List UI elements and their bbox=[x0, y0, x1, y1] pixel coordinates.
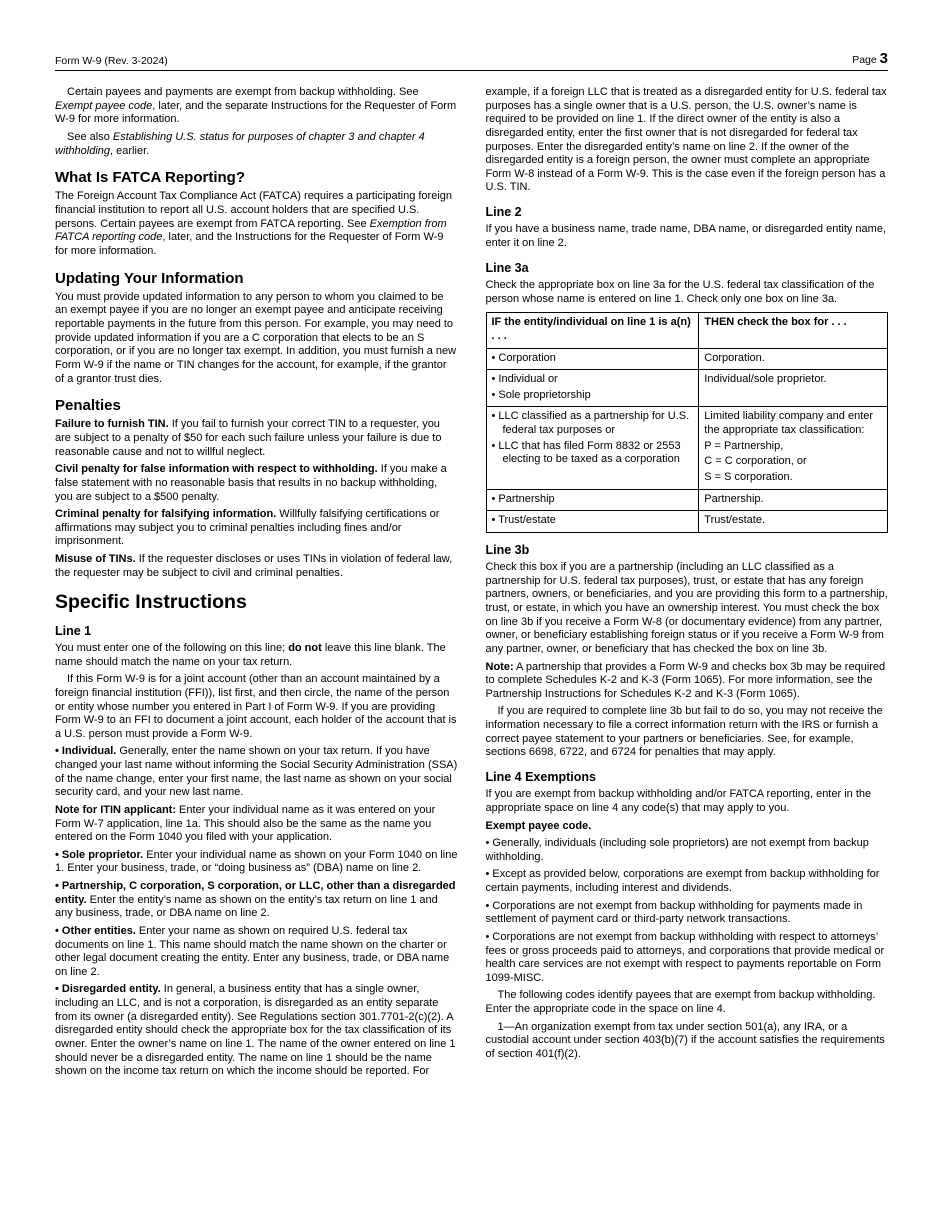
text-run: • Individual. bbox=[55, 745, 117, 758]
paragraph bbox=[55, 508, 458, 549]
text-run: Misuse of TINs. bbox=[55, 553, 136, 565]
table-body bbox=[486, 348, 888, 532]
table-cell bbox=[699, 348, 888, 370]
text-run: example, if a foreign LLC that is treated as a disregarded entity for U.S. federal tax purposes has a single owner that is a U.S. person, the U.S. owner’s name is required to be provided on line 1. If the direct owner of the entity is also a disregarded entity, enter the first owner that is not disregarded for federal tax purposes. Enter the disregarded entity’s name on line 2. If the owner of the disregarded entity is a foreign person, the owner must complete an appropriate Form W-8 instead of a Form W-9. This is the case even if the foreign person has a U.S. TIN. bbox=[485, 86, 887, 194]
text-run: Willfully falsifying certifications or affirmations may subject you to criminal penalties including fines and/or imprisonment. bbox=[55, 508, 440, 548]
text-run: Penalties bbox=[55, 397, 121, 415]
section-heading bbox=[55, 592, 458, 613]
text-run: Line 3a bbox=[485, 260, 529, 275]
text-run: • Other entities. bbox=[55, 924, 136, 937]
page-number-ref bbox=[852, 50, 888, 67]
text-run: Line 1 bbox=[55, 623, 92, 638]
text-run: • Disregarded entity. bbox=[55, 983, 161, 996]
left-column bbox=[55, 83, 458, 1083]
table-cell bbox=[486, 489, 699, 511]
text-run: Exemption from FATCA reporting code bbox=[55, 217, 447, 244]
table-cell-line: P = Partnership, bbox=[704, 439, 784, 452]
paragraph bbox=[55, 291, 458, 386]
text-run: The Foreign Account Tax Compliance Act (FATCA) requires a participating foreign financial institution to report all U.S. account holders that are specified U.S. persons. Certain payees are exempt from FATCA reporting. See bbox=[55, 190, 453, 230]
table-head bbox=[486, 313, 888, 348]
paragraph bbox=[486, 900, 889, 927]
paragraph bbox=[486, 820, 889, 834]
table-cell-line: Corporation. bbox=[704, 351, 765, 364]
text-run: Failure to furnish TIN. bbox=[55, 418, 169, 431]
paragraph bbox=[55, 553, 458, 580]
form-id: Form W-9 (Rev. 3-2024) bbox=[55, 55, 168, 67]
paragraph bbox=[486, 1021, 889, 1062]
text-run: If you fail to furnish your correct TIN to a requester, you are subject to a penalty of $50 for each such failure unless your failure is due to reasonable cause and not to willful neglect. bbox=[55, 418, 442, 458]
table-cell bbox=[486, 407, 699, 489]
text-run: • Generally, individuals (including sole proprietors) are not exempt from backup withholding. bbox=[485, 837, 869, 863]
table-cell-line: Limited liability company and enter the appropriate tax classification: bbox=[704, 410, 874, 436]
text-run: Establishing U.S. status for purposes of chapter 3 and chapter 4 withholding bbox=[55, 130, 425, 157]
text-run: Generally, enter the name shown on your tax return. If you have changed your last name without informing the Social Security Administration (SSA) of the name change, enter your first name, the last name as shown on your social security card, and your new last name. bbox=[55, 745, 458, 799]
paragraph bbox=[55, 463, 458, 504]
paragraph bbox=[55, 880, 458, 921]
paragraph bbox=[55, 804, 458, 845]
table-cell-line: C = C corporation, or bbox=[704, 455, 807, 468]
two-column-layout bbox=[55, 83, 888, 1083]
section-heading bbox=[486, 770, 889, 784]
paragraph bbox=[486, 788, 889, 815]
section-heading bbox=[55, 169, 458, 186]
paragraph bbox=[486, 223, 889, 250]
table-cell-line: Individual/sole proprietor. bbox=[704, 373, 827, 386]
text-run: Criminal penalty for falsifying information. bbox=[55, 508, 277, 521]
table-cell bbox=[486, 348, 699, 370]
paragraph bbox=[55, 673, 458, 741]
table-cell bbox=[699, 370, 888, 407]
table-cell-line: Trust/estate. bbox=[704, 514, 766, 527]
text-run: , later, and the separate Instructions for the Requester of Form W-9 for more information. bbox=[55, 99, 457, 126]
paragraph bbox=[486, 837, 889, 864]
text-run: You must enter one of the following on this line; bbox=[55, 642, 289, 655]
table-cell-line: Partnership. bbox=[704, 492, 764, 505]
table-row bbox=[486, 348, 888, 370]
text-run: What Is FATCA Reporting? bbox=[55, 169, 245, 187]
paragraph bbox=[486, 561, 889, 656]
text-run: Civil penalty for false information with respect to withholding. bbox=[55, 463, 378, 476]
paragraph bbox=[55, 131, 458, 158]
text-run: • Except as provided below, corporations are exempt from backup withholding for certain payments, including interest and dividends. bbox=[485, 868, 880, 894]
table-cell bbox=[699, 489, 888, 511]
paragraph bbox=[486, 868, 889, 895]
page-number: 3 bbox=[879, 50, 888, 67]
paragraph bbox=[55, 418, 458, 459]
text-run: Updating Your Information bbox=[55, 269, 244, 287]
section-heading bbox=[55, 624, 458, 638]
table-cell-line: S = S corporation. bbox=[704, 470, 793, 483]
right-column bbox=[486, 83, 889, 1083]
table-cell-line: • Partnership bbox=[491, 492, 555, 505]
text-run: Enter your individual name as shown on your Form 1040 on line 1. Enter your business, trade, or “doing business as” (DBA) name on line 2. bbox=[55, 848, 458, 875]
table-row bbox=[486, 407, 888, 489]
text-run: Exempt payee code bbox=[55, 99, 153, 112]
text-run: In general, a business entity that has a single owner, including an LLC, and is not a corporation, is disregarded as an entity separate from its owner (a disregarded entity). See Regulations section 301.7701-2(c)(2). A disregarded entity should check the appropriate box for the tax classification of its owner. Enter the owner’s name on line 1. The name of the owner entered on line 1 should never be a disregarded entity. The name on line 1 should be the name shown on the income tax return on which the income should be reported. For bbox=[55, 983, 456, 1078]
text-run: , earlier. bbox=[110, 144, 150, 157]
table-cell-line: • Corporation bbox=[491, 351, 556, 364]
section-heading bbox=[486, 543, 889, 557]
text-run: leave this line blank. The name should match the name on your tax return. bbox=[55, 642, 446, 668]
table-cell-line: • Sole proprietorship bbox=[491, 388, 591, 401]
page-label: Page bbox=[852, 54, 877, 66]
table-cell bbox=[699, 511, 888, 533]
paragraph bbox=[486, 989, 889, 1016]
table-header-row bbox=[486, 313, 888, 348]
table-cell-line: • Trust/estate bbox=[491, 514, 556, 527]
table-row bbox=[486, 489, 888, 511]
table-cell-line: • Individual or bbox=[491, 373, 558, 386]
text-run: A partnership that provides a Form W-9 and checks box 3b may be required to complete Schedules K-2 and K-3 (Form 1065). For more information, see the Partnership Instructions for Schedules K-2 and K-3 (Form 1065). bbox=[485, 660, 886, 700]
text-run: See also bbox=[67, 130, 113, 143]
table-header-cell: THEN check the box for . . . bbox=[699, 313, 888, 348]
text-run: Note for ITIN applicant: bbox=[55, 803, 176, 816]
paragraph bbox=[486, 86, 889, 195]
text-run: • Partnership, C corporation, S corporation, or LLC, other than a disregarded entity. bbox=[55, 880, 456, 906]
table-header-cell: IF the entity/individual on line 1 is a(n) . . . bbox=[486, 313, 699, 348]
text-run: Enter your individual name as it was entered on your Form W-7 application, line 1a. This should also be the same as the name you entered on the Form 1040 you filed with your application. bbox=[55, 803, 436, 844]
text-run: , later, and the Instructions for the Requester of Form W-9 for more information. bbox=[55, 231, 444, 257]
text-run: If you make a false statement with no reasonable basis that results in no backup withholding, you are subject to a $500 penalty. bbox=[55, 463, 447, 503]
text-run: If the requester discloses or uses TINs in violation of federal law, the requester may be subject to civil and criminal penalties. bbox=[55, 553, 453, 579]
table-row bbox=[486, 511, 888, 533]
paragraph bbox=[55, 86, 458, 127]
paragraph bbox=[486, 279, 889, 306]
table-cell bbox=[486, 511, 699, 533]
text-run: Specific Instructions bbox=[55, 591, 247, 614]
table-cell-line: • LLC classified as a partnership for U.S. federal tax purposes or bbox=[491, 410, 690, 436]
page-header bbox=[55, 50, 888, 71]
table-cell bbox=[486, 370, 699, 407]
text-run: You must provide updated information to any person to whom you claimed to be an exempt payee if you are no longer an exempt payee and anticipate receiving reportable payments in the future from this person. For example, you may need to provide updated information if you are a C corporation that elects to be an S corporation, or if you are no longer tax exempt. In addition, you must furnish a new Form W-9 if the name or TIN changes for the account, for example, if the grantor of a grantor trust dies. bbox=[55, 290, 457, 385]
paragraph bbox=[486, 705, 889, 760]
paragraph bbox=[55, 642, 458, 669]
paragraph bbox=[55, 925, 458, 980]
text-run: Line 3b bbox=[485, 542, 530, 557]
section-heading bbox=[486, 261, 889, 275]
section-heading bbox=[55, 397, 458, 414]
text-run: Note: bbox=[485, 660, 514, 673]
text-run: Exempt payee code. bbox=[485, 819, 592, 832]
text-run: The following codes identify payees that are exempt from backup withholding. Enter the appropriate code in the space on line 4. bbox=[485, 989, 876, 1015]
text-run: Check the appropriate box on line 3a for the U.S. federal tax classification of the person whose name is entered on line 1. Check only one box on line 3a. bbox=[485, 279, 875, 305]
text-run: Check this box if you are a partnership (including an LLC classified as a partnership for U.S. federal tax purposes), trust, or estate that has any foreign partners, owners, or beneficiaries, and you are providing this form to a partnership, trust, or estate, in which you have an ownership interest. You must check the box on line 3b if you receive a Form W-8 (or documentary evidence) from any partner, owner, or beneficiary establishing foreign status or if you receive a Form W-9 from any partner, owner, or beneficiary that has checked the box on line 3b. bbox=[485, 561, 888, 655]
text-run: do not bbox=[288, 642, 322, 655]
table-row bbox=[486, 370, 888, 407]
section-heading bbox=[486, 205, 889, 219]
paragraph bbox=[55, 190, 458, 258]
text-run: Enter the entity’s name as shown on the entity’s tax return on line 1 and any business, trade, or DBA name on line 2. bbox=[55, 893, 438, 920]
text-run: Certain payees and payments are exempt from backup withholding. See bbox=[67, 86, 419, 98]
text-run: If this Form W-9 is for a joint account (other than an account maintained by a foreign financial institution (FFI)), list first, and then circle, the name of the person or entity whose number you entered in Part I of Form W-9. If you are providing Form W-9 to an FFI to document a joint account, each holder of the account that is a U.S. person must provide a Form W-9. bbox=[55, 673, 457, 740]
section-heading bbox=[55, 270, 458, 287]
text-run: Line 4 Exemptions bbox=[485, 769, 596, 784]
text-run: If you are exempt from backup withholding and/or FATCA reporting, enter in the appropriate space on line 4 any code(s) that may apply to you. bbox=[485, 788, 872, 814]
table-cell bbox=[699, 407, 888, 489]
table-cell-line: • LLC that has filed Form 8832 or 2553 electing to be taxed as a corporation bbox=[491, 439, 681, 466]
paragraph bbox=[55, 745, 458, 800]
text-run: 1—An organization exempt from tax under section 501(a), any IRA, or a custodial account under section 403(b)(7) if the account satisfies the requirements of section 401(f)(2). bbox=[485, 1020, 885, 1060]
classification-table bbox=[486, 312, 889, 533]
text-run: If you have a business name, trade name, DBA name, or disregarded entity name, enter it on line 2. bbox=[485, 223, 887, 249]
paragraph bbox=[55, 849, 458, 876]
paragraph bbox=[486, 931, 889, 986]
text-run: Line 2 bbox=[485, 205, 522, 219]
text-run: • Corporations are not exempt from backup withholding with respect to attorneys’ fees or gross proceeds paid to attorneys, and corporations that provide medical or health care services are not exempt with respect to payments reportable on Form 1099-MISC. bbox=[485, 930, 885, 984]
paragraph bbox=[55, 983, 458, 1078]
text-run: Enter your name as shown on required U.S. federal tax documents on line 1. This name should match the name shown on the charter or other legal document creating the entity. Enter any business, trade, or DBA name on line 2. bbox=[55, 924, 450, 978]
text-run: • Corporations are not exempt from backup withholding for payments made in settlement of payment card or third-party network transactions. bbox=[485, 899, 863, 926]
text-run: If you are required to complete line 3b but fail to do so, you may not receive the information necessary to file a correct information return with the IRS or furnish a correct payee statement to your partners or beneficiaries. See, for example, sections 6698, 6722, and 6724 for penalties that may apply. bbox=[485, 705, 883, 759]
paragraph bbox=[486, 661, 889, 702]
text-run: • Sole proprietor. bbox=[55, 848, 144, 861]
